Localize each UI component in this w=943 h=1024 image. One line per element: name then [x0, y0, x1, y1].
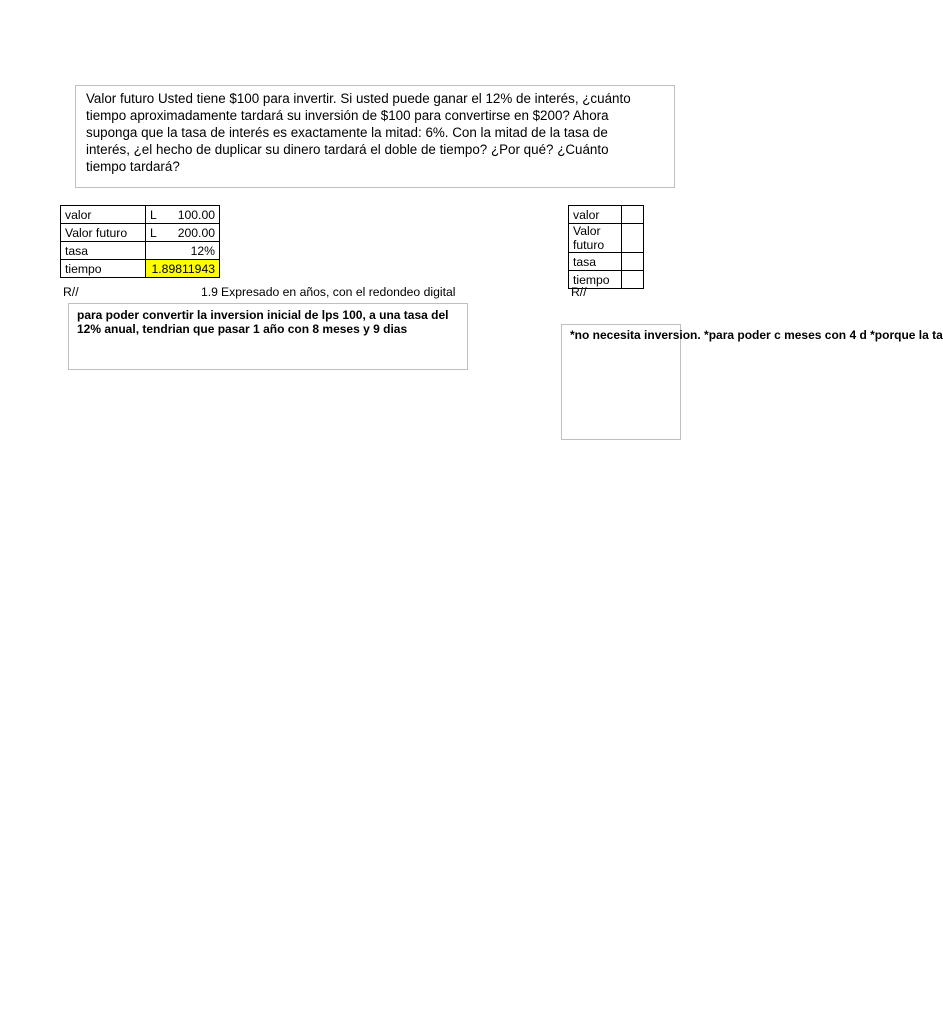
answer-textbox-12pct: para poder convertir la inversion inicial de lps 100, a una tasa del 12% anual, tendrian que pasar 1 año con 8 meses y 9 dias [68, 303, 468, 370]
cell-label-valor-futuro[interactable]: Valor futuro [61, 224, 146, 242]
cell-value-tiempo[interactable]: 1.89811943 [146, 260, 220, 278]
table-row [61, 260, 220, 278]
table-row [61, 206, 220, 224]
table-row [61, 242, 220, 260]
amount: 200.00 [177, 225, 215, 240]
cell-value-tasa[interactable]: 12% [146, 242, 220, 260]
cell-label-tasa[interactable]: tasa [61, 242, 146, 260]
currency-symbol: L [150, 225, 157, 240]
amount: 100.00 [177, 207, 215, 222]
cell-value-valor-futuro[interactable] [146, 224, 220, 242]
cell-label-tiempo[interactable]: tiempo [569, 271, 622, 289]
cell-value-valor[interactable] [146, 206, 220, 224]
cell-value-empty[interactable] [622, 224, 644, 253]
result-prefix-2: R// [571, 285, 587, 299]
cell-label-tiempo[interactable]: tiempo [61, 260, 146, 278]
cell-label-tasa[interactable]: tasa [569, 253, 622, 271]
calc-table-6pct [568, 205, 644, 289]
cell-value-empty[interactable] [622, 253, 644, 271]
cell-value-empty[interactable] [622, 271, 644, 289]
currency-symbol: L [150, 207, 157, 222]
calc-table-12pct [60, 205, 220, 278]
question-textbox: Valor futuro Usted tiene $100 para invertir. Si usted puede ganar el 12% de interés, ¿cuánto tiempo aproximadamente tardará su inversión de $100 para convertirse en $200? Ahora suponga que la tasa de interés es exactamente la mitad: 6%. Con la mitad de la tasa de interés, ¿el hecho de duplicar su dinero tardará el doble de tiempo? ¿Por qué? ¿Cuánto tiempo tardará? [75, 85, 675, 188]
result-note: Expresado en años, con el redondeo digital [221, 285, 456, 299]
cell-label-valor-futuro[interactable]: Valor futuro [569, 224, 622, 253]
table-row [569, 224, 644, 253]
cell-label-valor[interactable]: valor [569, 206, 622, 224]
table-row [569, 206, 644, 224]
result-prefix: R// [63, 285, 79, 299]
result-value: 1.9 [201, 285, 218, 299]
table-row [61, 224, 220, 242]
cell-value-empty[interactable] [622, 206, 644, 224]
answer-textbox-6pct: *no necesita inversion. *para poder c meses con 4 d *porque la ta [561, 324, 681, 440]
cell-label-valor[interactable]: valor [61, 206, 146, 224]
table-row [569, 253, 644, 271]
